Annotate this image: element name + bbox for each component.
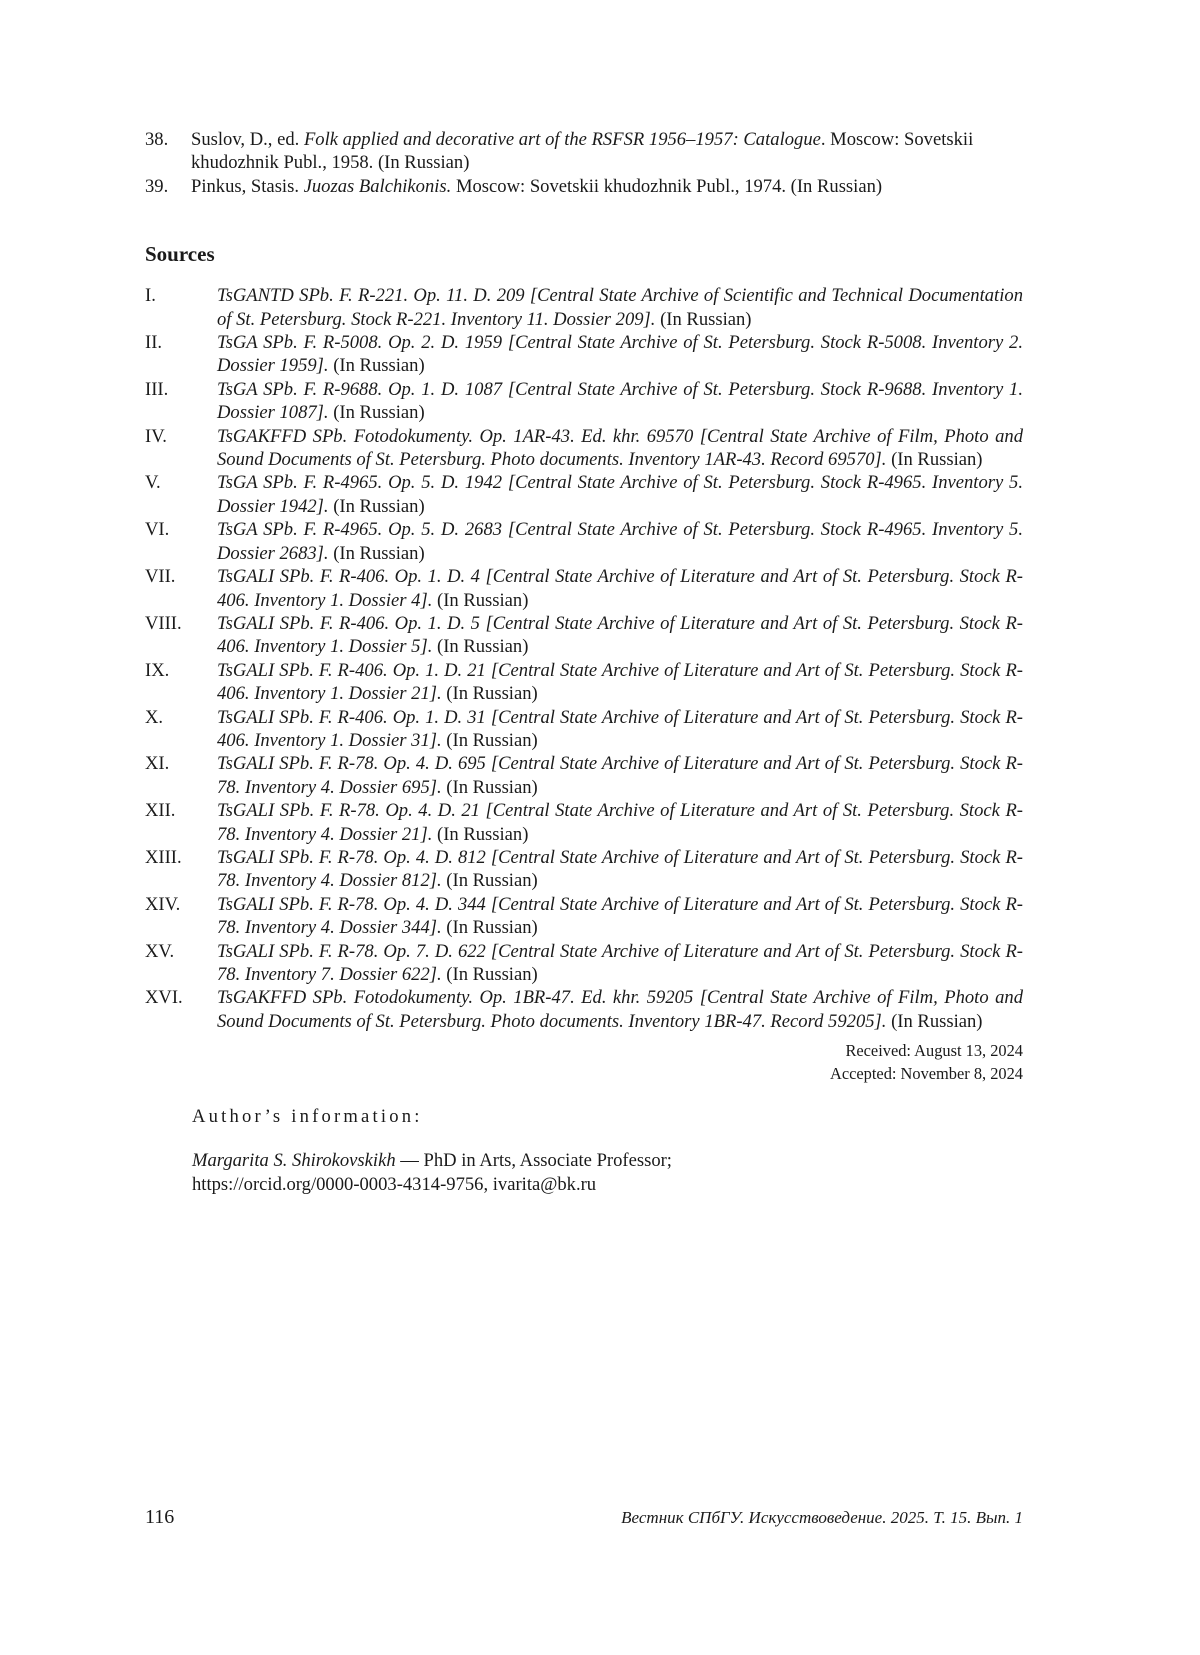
source-text: TsGAKFFD SPb. Fotodokumenty. Op. 1AR-43. Ed. khr. 69570 [Central State Archive of Film, Photo and Sound Documents of St. Petersburg. Photo documents. Inventory 1AR-43. Record 69570]. (In Russian) — [217, 425, 1023, 471]
source-item — [145, 565, 1023, 612]
source-number: VI. — [145, 519, 170, 541]
source-item — [145, 799, 1023, 846]
source-number: III. — [145, 378, 169, 400]
author-info — [192, 1105, 1023, 1196]
source-number: IX. — [145, 659, 170, 681]
source-item — [145, 425, 1023, 472]
author-description: — PhD in Arts, Associate Professor; — [395, 1150, 672, 1172]
reference-item — [145, 175, 1023, 198]
source-number: XIII. — [145, 846, 182, 868]
source-item — [145, 471, 1023, 518]
source-number: VII. — [145, 566, 176, 588]
source-text: TsGALI SPb. F. R-78. Op. 4. D. 21 [Central State Archive of Literature and Art of St. Petersburg. Stock R-78. Inventory 4. Dossier 21]. (In Russian) — [217, 800, 1023, 845]
source-number: XVI. — [145, 987, 183, 1009]
author-line — [192, 1149, 1023, 1172]
reference-number: 39. — [145, 175, 169, 197]
source-item — [145, 846, 1023, 893]
source-item — [145, 284, 1023, 331]
source-item — [145, 612, 1023, 659]
page-body — [145, 128, 1023, 1196]
submission-dates — [145, 1039, 1023, 1085]
source-text: TsGALI SPb. F. R-78. Op. 4. D. 812 [Central State Archive of Literature and Art of St. Petersburg. Stock R-78. Inventory 4. Dossier 812]. (In Russian) — [217, 846, 1023, 892]
source-item — [145, 752, 1023, 799]
reference-number: 38. — [145, 129, 169, 150]
source-text: TsGALI SPb. F. R-406. Op. 1. D. 5 [Central State Archive of Literature and Art of St. Petersburg. Stock R-406. Inventory 1. Dossier 5]. (In Russian) — [217, 612, 1023, 658]
author-info-heading: Author’s information: — [192, 1106, 423, 1128]
source-text: TsGA SPb. F. R-4965. Op. 5. D. 1942 [Central State Archive of St. Petersburg. Stock R-4965. Inventory 5. Dossier 1942]. (In Russian) — [217, 472, 1023, 517]
reference-text: Pinkus, Stasis. Juozas Balchikonis. Moscow: Sovetskii khudozhnik Publ., 1974. (In Russian) — [191, 175, 883, 197]
sources-heading: Sources — [145, 242, 215, 267]
source-number: VIII. — [145, 612, 182, 634]
source-number: XIV. — [145, 893, 181, 915]
reference-text: Suslov, D., ed. Folk applied and decorative art of the RSFSR 1956–1957: Catalogue. Moscow: Sovetskii khudozhnik Publ., 1958. (In Russian) — [191, 129, 974, 174]
source-number: II. — [145, 332, 163, 354]
source-number: IV. — [145, 425, 167, 447]
sources-list — [145, 284, 1023, 1033]
reference-item — [145, 128, 1023, 175]
source-number: XI. — [145, 753, 170, 775]
source-item — [145, 518, 1023, 565]
accepted-date: Accepted: November 8, 2024 — [830, 1064, 1023, 1084]
source-number: XII. — [145, 800, 176, 822]
page-footer — [145, 1506, 1023, 1529]
source-text: TsGALI SPb. F. R-406. Op. 1. D. 21 [Central State Archive of Literature and Art of St. Petersburg. Stock R-406. Inventory 1. Dossier 21]. (In Russian) — [217, 659, 1023, 705]
journal-title: Вестник СПбГУ. Искусствоведение. 2025. Т. 15. Вып. 1 — [621, 1508, 1023, 1527]
source-text: TsGALI SPb. F. R-406. Op. 1. D. 4 [Central State Archive of Literature and Art of St. Petersburg. Stock R-406. Inventory 1. Dossier 4]. (In Russian) — [217, 566, 1023, 611]
source-item — [145, 986, 1023, 1033]
source-number: I. — [145, 285, 156, 307]
source-text: TsGAKFFD SPb. Fotodokumenty. Op. 1BR-47. Ed. khr. 59205 [Central State Archive of Film, Photo and Sound Documents of St. Petersburg. Photo documents. Inventory 1BR-47. Record 59205]. (In Russian) — [217, 987, 1023, 1032]
source-item — [145, 659, 1023, 706]
source-number: X. — [145, 706, 164, 728]
reference-title: Folk applied and decorative art of the RSFSR 1956–1957: Catalogue — [303, 129, 821, 150]
received-date: Received: August 13, 2024 — [845, 1041, 1023, 1061]
source-text: TsGA SPb. F. R-5008. Op. 2. D. 1959 [Central State Archive of St. Petersburg. Stock R-5008. Inventory 2. Dossier 1959]. (In Russian) — [217, 332, 1023, 377]
source-text: TsGALI SPb. F. R-78. Op. 4. D. 695 [Central State Archive of Literature and Art of St. Petersburg. Stock R-78. Inventory 4. Dossier 695]. (In Russian) — [217, 753, 1023, 798]
reference-title: Juozas Balchikonis. — [303, 175, 452, 197]
source-number: V. — [145, 472, 161, 494]
page-number: 116 — [145, 1506, 175, 1528]
source-text: TsGA SPb. F. R-9688. Op. 1. D. 1087 [Central State Archive of St. Petersburg. Stock R-9688. Inventory 1. Dossier 1087]. (In Russian) — [217, 378, 1023, 424]
source-text: TsGALI SPb. F. R-406. Op. 1. D. 31 [Central State Archive of Literature and Art of St. Petersburg. Stock R-406. Inventory 1. Dossier 31]. (In Russian) — [217, 706, 1023, 751]
source-item — [145, 940, 1023, 987]
reference-list — [145, 128, 1023, 198]
author-name: Margarita S. Shirokovskikh — [192, 1150, 396, 1172]
source-number: XV. — [145, 940, 175, 962]
source-item — [145, 331, 1023, 378]
source-text: TsGALI SPb. F. R-78. Op. 7. D. 622 [Central State Archive of Literature and Art of St. Petersburg. Stock R-78. Inventory 7. Dossier 622]. (In Russian) — [217, 940, 1023, 985]
source-item — [145, 893, 1023, 940]
source-item — [145, 378, 1023, 425]
source-text: TsGA SPb. F. R-4965. Op. 5. D. 2683 [Central State Archive of St. Petersburg. Stock R-4965. Inventory 5. Dossier 2683]. (In Russian) — [217, 519, 1023, 564]
author-contact: https://orcid.org/0000-0003-4314-9756, ivarita@bk.ru — [192, 1173, 597, 1195]
source-item — [145, 706, 1023, 753]
source-text: TsGALI SPb. F. R-78. Op. 4. D. 344 [Central State Archive of Literature and Art of St. Petersburg. Stock R-78. Inventory 4. Dossier 344]. (In Russian) — [217, 893, 1023, 939]
source-text: TsGANTD SPb. F. R-221. Op. 11. D. 209 [Central State Archive of Scientific and Technical Documentation of St. Petersburg. Stock R-221. Inventory 11. Dossier 209]. (In Russian) — [217, 285, 1023, 330]
